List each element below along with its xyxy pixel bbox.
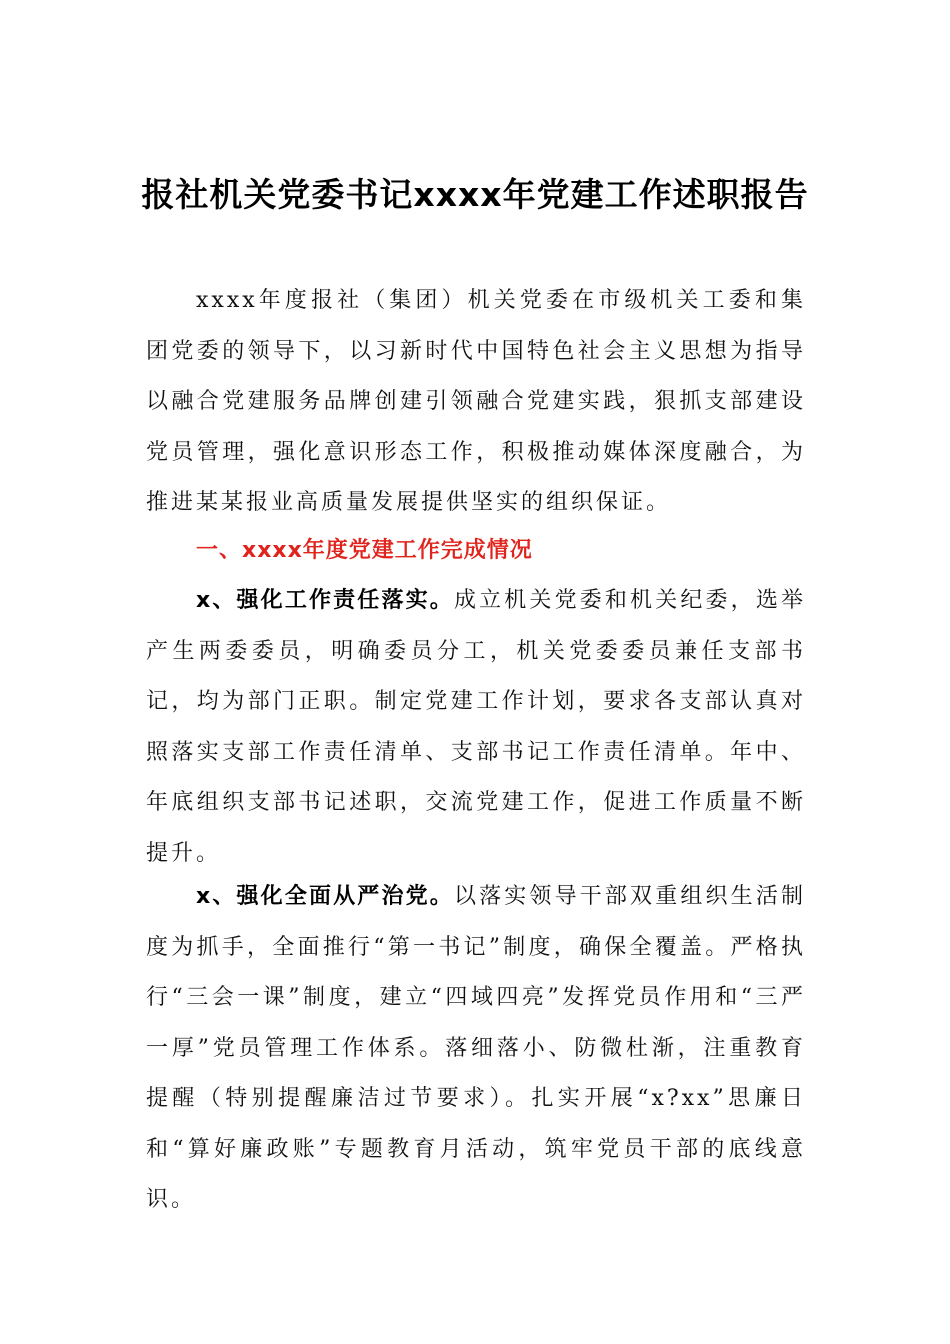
item-body-1: 成立机关党委和机关纪委，选举产生两委委员，明确委员分工，机关党委委员兼任支部书记，均为部门正职。制定党建工作计划，要求各支部认真对照落实支部工作责任清单、支部书记工作责任清单。年中、年底组织支部书记述职，交流党建工作，促进工作质量不断提升。	[146, 588, 806, 866]
item-paragraph-1	[146, 576, 806, 879]
item-paragraph-2	[146, 872, 806, 1226]
item-body-2: 以落实领导干部双重组织生活制度为抓手，全面推行“第一书记”制度，确保全覆盖。严格执行“三会一课”制度，建立“四域四亮”发挥党员作用和“三严一厚”党员管理工作体系。落细落小、防微杜渐，注重教育提醒（特别提醒廉洁过节要求）。扎实开展“x?xx”思廉日和“算好廉政账”专题教育月活动，筑牢党员干部的底线意识。	[146, 884, 806, 1212]
intro-paragraph: xxxx年度报社（集团）机关党委在市级机关工委和集团党委的领导下，以习新时代中国特色社会主义思想为指导以融合党建服务品牌创建引领融合党建实践，狠抓支部建设党员管理，强化意识形态工作，积极推动媒体深度融合，为推进某某报业高质量发展提供坚实的组织保证。	[146, 288, 806, 515]
item-lead-2: x、强化全面从严治党。	[196, 884, 454, 909]
item-lead-1: x、强化工作责任落实。	[196, 588, 454, 613]
document-title: 报社机关党委书记xxxx年党建工作述职报告	[141, 175, 809, 215]
section-heading: 一、xxxx年度党建工作完成情况	[196, 538, 533, 563]
